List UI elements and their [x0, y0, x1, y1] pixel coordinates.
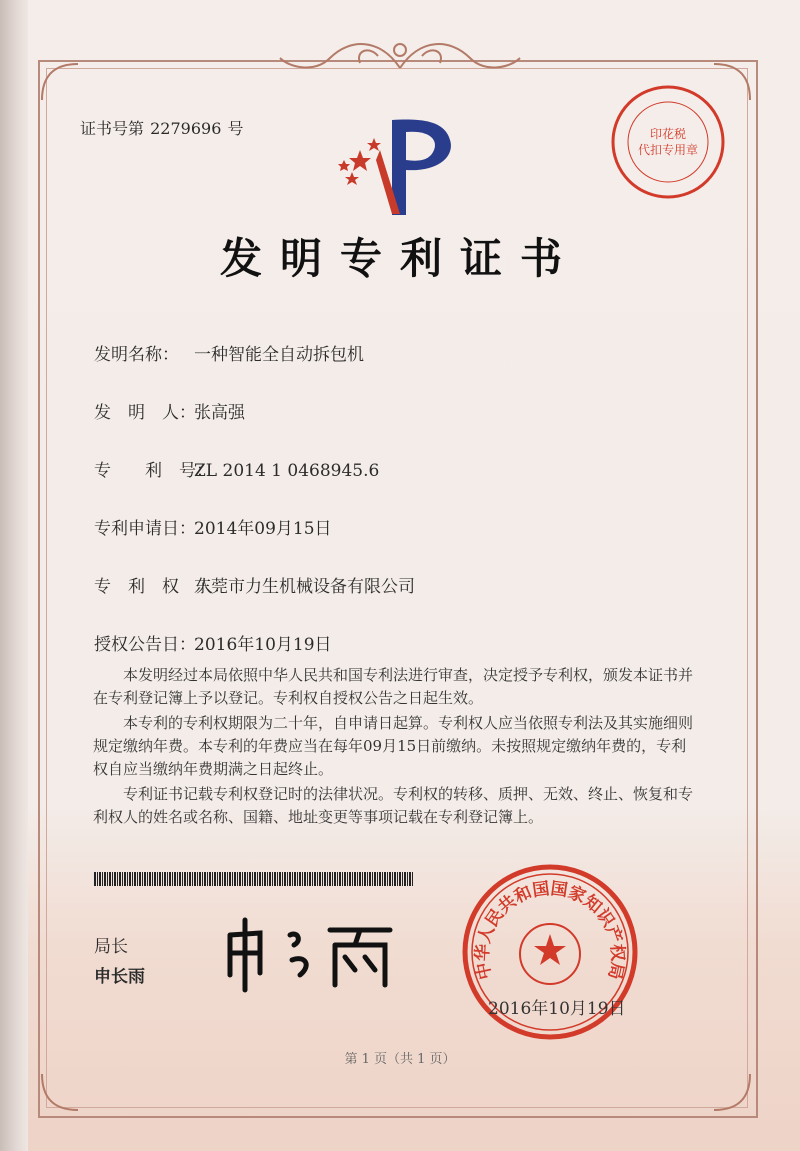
field-grant-date: 授权公告日：2016年10月19日: [94, 635, 332, 655]
body-paragraph: 本发明经过本局依照中华人民共和国专利法进行审查，决定授予专利权，颁发本证书并在专利登记簿上予以登记。专利权自授权公告之日起生效。: [93, 666, 694, 707]
body-paragraph: 本专利的专利权期限为二十年，自申请日起算。专利权人应当依照专利法及其实施细则规定缴纳年费。本专利的年费应当在每年09月15日前缴纳。未按照规定缴纳年费的，专利权自应当缴纳年费期满之日起终止。: [93, 714, 694, 778]
svg-text:印花税: 印花税: [649, 127, 687, 141]
patent-office-logo: [330, 110, 470, 220]
page-number: 第 1 页（共 1 页）: [344, 1052, 456, 1067]
certificate-number: 证书号第 2279696 号: [80, 119, 244, 138]
issue-date: 2016年10月19日: [488, 999, 626, 1019]
svg-text:中华人民共和国国家知识产权局: 中华人民共和国国家知识产权局: [472, 878, 628, 982]
field-inventor: 发 明 人：张高强: [94, 403, 245, 423]
field-invention-name: 发明名称： 一种智能全自动拆包机: [94, 345, 364, 365]
field-patentee: 专 利 权 人：东莞市力生机械设备有限公司: [94, 577, 415, 597]
signatory-name: 申长雨: [94, 967, 145, 987]
signatory-role: 局长: [94, 937, 128, 957]
top-ornament: [260, 28, 540, 88]
svg-text:代扣专用章: 代扣专用章: [637, 143, 699, 157]
tax-stamp-seal: [608, 82, 728, 202]
barcode: [94, 872, 414, 886]
field-application-date: 专利申请日：2014年09月15日: [94, 519, 332, 539]
corner-ornament: [38, 60, 98, 120]
handwritten-signature: [220, 905, 400, 995]
binding-strip: [0, 0, 28, 1151]
body-paragraph: 专利证书记载专利权登记时的法律状况。专利权的转移、质押、无效、终止、恢复和专利权人的姓名或名称、国籍、地址变更等事项记载在专利登记簿上。: [93, 785, 694, 826]
field-patent-number: 专 利 号：ZL 2014 1 0468945.6: [94, 461, 380, 481]
certificate-title: 发明专利证书: [219, 234, 580, 283]
certificate-body: [93, 664, 693, 831]
